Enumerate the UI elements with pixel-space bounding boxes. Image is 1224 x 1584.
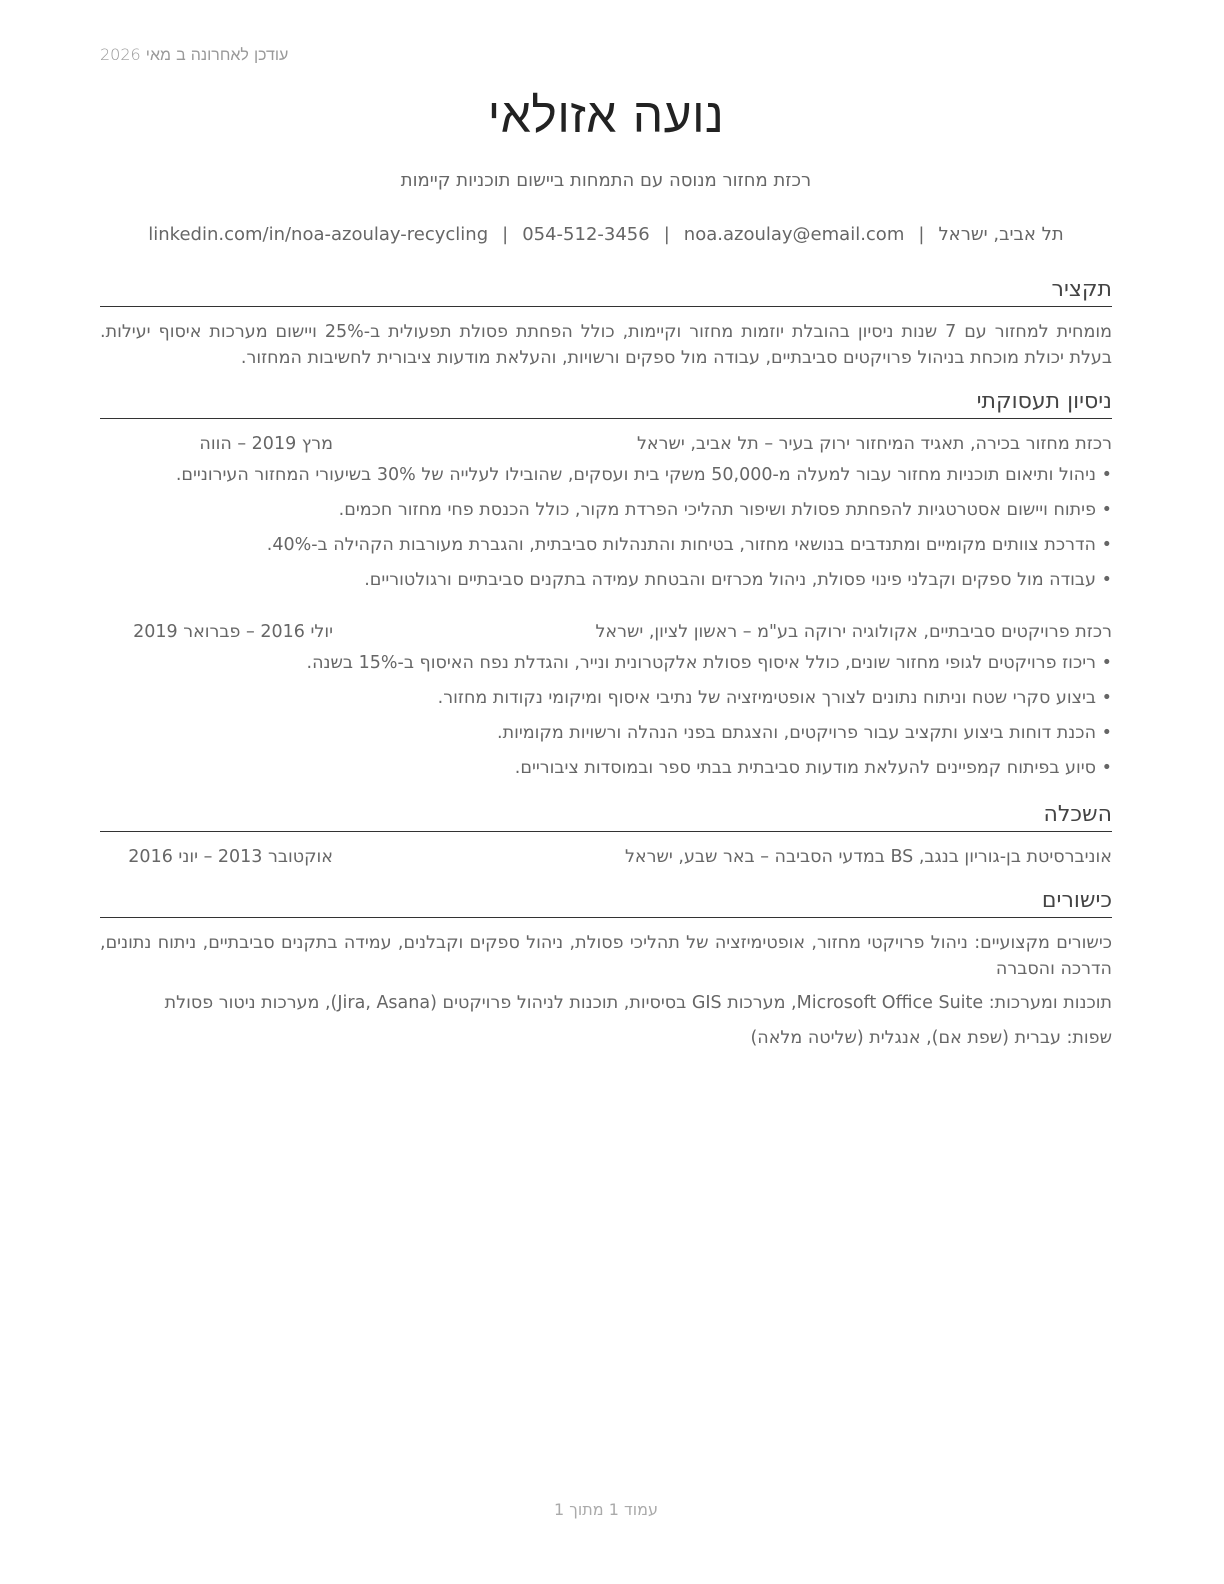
- bullet-dot-icon: •: [1101, 570, 1112, 590]
- last-updated: עודכן לאחרונה ב מאי 2026: [100, 45, 289, 64]
- skills-heading: כישורים: [100, 887, 1112, 918]
- contact-location: תל אביב, ישראל: [938, 224, 1064, 245]
- bullet-dot-icon: •: [1101, 723, 1112, 743]
- bullet-item: [100, 567, 1112, 602]
- education-degree: אוניברסיטת בן-גוריון בנגב, BS במדעי הסביבה – באר שבע, ישראל: [624, 847, 1112, 867]
- bullet-text: פיתוח ויישום אסטרטגיות להפחתת פסולת ושיפור תהליכי הפרדת מקור, כולל הכנסת פחי מחזור חכמים.: [338, 500, 1096, 520]
- contact-email[interactable]: noa.azoulay@email.com: [683, 224, 905, 245]
- contact-separator: |: [502, 224, 509, 245]
- summary-heading: תקציר: [100, 276, 1112, 307]
- resume-page: [100, 0, 1112, 1584]
- bullet-text: סיוע בפיתוח קמפיינים להעלאת מודעות סביבתית בבתי ספר ובמוסדות ציבוריים.: [514, 758, 1096, 778]
- education-dates: אוקטובר 2013 – יוני 2016: [128, 847, 333, 867]
- contact-separator: |: [663, 224, 670, 245]
- summary-text: מומחית למחזור עם 7 שנות ניסיון בהובלת יוזמות מחזור וקיימות, כולל הפחתת פסולת תפעולית ב-25% ויישום מערכות איסוף יעילות. בעלת יכולת מוכחת בניהול פרויקטים סביבתיים, עבודה מול ספקים ורשויות, והעלאת מודעות ציבורית לחשיבות המחזור.: [100, 322, 1112, 368]
- bullet-dot-icon: •: [1101, 653, 1112, 673]
- bullet-text: הכנת דוחות ביצוע ותקציב עבור פרויקטים, והצגתם בפני הנהלה ורשויות מקומיות.: [497, 723, 1096, 743]
- bullet-item: [100, 462, 1112, 497]
- experience-heading: ניסיון תעסוקתי: [100, 388, 1112, 419]
- bullet-item: [100, 755, 1112, 790]
- candidate-name: נועה אזולאי: [487, 88, 725, 144]
- bullet-text: הדרכת צוותים מקומיים ומתנדבים בנושאי מחזור, בטיחות והתנהלות סביבתית, והגברת מעורבות הקהילה ב-40%.: [266, 535, 1096, 555]
- bullet-dot-icon: •: [1101, 535, 1112, 555]
- page-number: עמוד 1 מתוך 1: [554, 1500, 658, 1519]
- job-header: [100, 431, 1112, 457]
- job-header: [100, 619, 1112, 645]
- bullet-item: [100, 685, 1112, 720]
- job-dates: יולי 2016 – פברואר 2019: [133, 622, 333, 642]
- bullet-text: עבודה מול ספקים וקבלני פינוי פסולת, ניהול מכרזים והבטחת עמידה בתקנים סביבתיים ורגולטוריים.: [364, 570, 1096, 590]
- skills-software: תוכנות ומערכות: Microsoft Office Suite, מערכות GIS בסיסיות, תוכנות לניהול פרויקטים (Jira, Asana), מערכות ניטור פסולת: [164, 993, 1112, 1013]
- bullet-dot-icon: •: [1101, 465, 1112, 485]
- bullet-text: ניהול ותיאום תוכניות מחזור עבור למעלה מ-50,000 משקי בית ועסקים, שהובילו לעלייה של 30% בשיעורי המחזור העירוניים.: [175, 465, 1096, 485]
- job-role: רכזת מחזור בכירה, תאגיד המיחזור ירוק בעיר – תל אביב, ישראל: [636, 434, 1112, 454]
- contact-separator: |: [918, 224, 925, 245]
- bullet-text: ביצוע סקרי שטח וניתוח נתונים לצורך אופטימיזציה של נתיבי איסוף ומיקומי נקודות מחזור.: [437, 688, 1096, 708]
- contact-phone[interactable]: 054-512-3456: [522, 224, 650, 245]
- bullet-text: ריכוז פרויקטים לגופי מחזור שונים, כולל איסוף פסולת אלקטרונית ונייר, והגדלת נפח האיסוף ב-15% בשנה.: [306, 653, 1096, 673]
- tagline: רכזת מחזור מנוסה עם התמחות ביישום תוכניות קיימות: [400, 170, 812, 191]
- contact-line: [100, 224, 1112, 245]
- contact-linkedin[interactable]: linkedin.com/in/noa-azoulay-recycling: [148, 224, 489, 245]
- bullet-item: [100, 650, 1112, 685]
- job-bullets: [100, 650, 1112, 790]
- skills-languages: שפות: עברית (שפת אם), אנגלית (שליטה מלאה): [750, 1028, 1112, 1048]
- job-role: רכזת פרויקטים סביבתיים, אקולוגיה ירוקה בע"מ – ראשון לציון, ישראל: [595, 622, 1112, 642]
- education-entry: [100, 844, 1112, 870]
- job-bullets: [100, 462, 1112, 602]
- bullet-item: [100, 720, 1112, 755]
- job-dates: מרץ 2019 – הווה: [199, 434, 333, 454]
- skills-professional: כישורים מקצועיים: ניהול פרויקטי מחזור, אופטימיזציה של תהליכי פסולת, ניהול ספקים וקבלנים, עמידה בתקנים סביבתיים, ניתוח נתונים, הדרכה והסברה: [100, 933, 1112, 979]
- bullet-dot-icon: •: [1101, 688, 1112, 708]
- bullet-dot-icon: •: [1101, 500, 1112, 520]
- education-heading: השכלה: [100, 801, 1112, 832]
- bullet-item: [100, 532, 1112, 567]
- bullet-item: [100, 497, 1112, 532]
- bullet-dot-icon: •: [1101, 758, 1112, 778]
